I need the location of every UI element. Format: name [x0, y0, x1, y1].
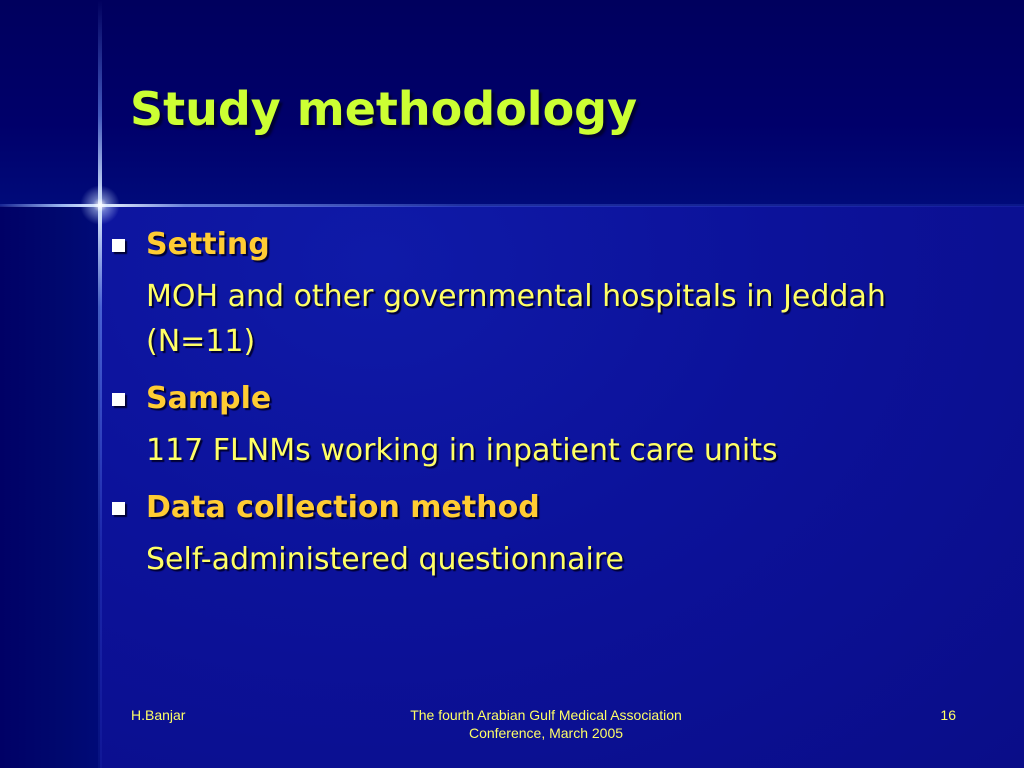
list-item-sample	[108, 376, 988, 473]
footer-author: H.Banjar	[131, 707, 186, 723]
vertical-light-line	[98, 0, 102, 768]
item-heading: Sample	[146, 381, 272, 416]
bullet-list	[108, 222, 988, 594]
square-bullet-icon	[112, 239, 125, 252]
item-heading: Data collection method	[146, 490, 540, 525]
list-item-setting	[108, 222, 988, 364]
list-item-data-collection	[108, 485, 988, 582]
page-number: 16	[940, 707, 956, 723]
footer-conference-line2: Conference, March 2005	[468, 725, 624, 741]
item-text: 117 FLNMs working in inpatient care units	[146, 433, 778, 468]
footer-conference-line1: The fourth Arabian Gulf Medical Association	[410, 707, 682, 723]
square-bullet-icon	[112, 502, 125, 515]
footer-conference	[396, 706, 696, 742]
item-heading: Setting	[146, 227, 270, 262]
slide-title: Study methodology	[130, 82, 638, 136]
item-text: MOH and other governmental hospitals in Jeddah (N=11)	[146, 279, 886, 359]
sparkle-icon	[80, 185, 120, 225]
horizontal-light-line	[0, 204, 1024, 207]
square-bullet-icon	[112, 393, 125, 406]
item-text: Self-administered questionnaire	[146, 542, 624, 577]
